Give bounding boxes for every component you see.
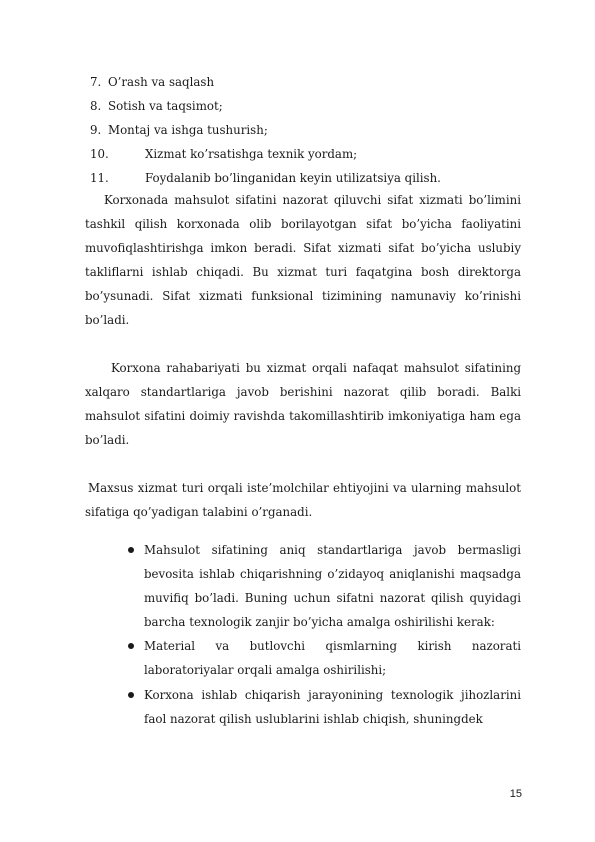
list-item xyxy=(90,70,530,94)
list-text: Montaj va ishga tushurish; xyxy=(108,123,268,137)
list-number: 10. xyxy=(90,147,109,161)
bullet-list xyxy=(128,538,521,731)
bullet-dot-icon xyxy=(128,643,134,649)
list-text: Sotish va taqsimot; xyxy=(108,99,223,113)
bullet-item xyxy=(128,538,521,634)
list-item xyxy=(90,94,530,118)
bullet-text: Material va butlovchi qismlarning kirish nazorati laboratoriyalar orqali amalga oshirilishi; xyxy=(144,639,521,678)
list-number: 8. xyxy=(90,99,102,113)
bullet-item xyxy=(128,683,521,731)
list-number: 7. xyxy=(90,75,102,89)
paragraph: Maxsus xizmat turi orqali iste’molchilar ehtiyojini va ularning mahsulot sifatiga qo’yadigan talabini o’rganadi. xyxy=(85,481,521,520)
bullet-dot-icon xyxy=(128,692,134,698)
list-number: 9. xyxy=(90,123,102,137)
list-item xyxy=(90,166,530,190)
bullet-item xyxy=(128,634,521,682)
list-text: O’rash va saqlash xyxy=(108,75,215,89)
list-text: Foydalanib bo’linganidan keyin utilizatsiya qilish. xyxy=(145,171,441,185)
list-text: Xizmat ko’rsatishga texnik yordam; xyxy=(145,147,358,161)
list-item xyxy=(90,118,530,142)
list-item xyxy=(90,142,530,166)
paragraph: Korxona rahabariyati bu xizmat orqali nafaqat mahsulot sifatining xalqaro standartlariga javob berishini nazorat qilib boradi. Balki mahsulot sifatini doimiy ravishda takomillashtirib imkoniyatiga ham ega bo’ladi. xyxy=(85,361,521,448)
paragraph: Korxonada mahsulot sifatini nazorat qiluvchi sifat xizmati bo’limini tashkil qilish korxonada olib borilayotgan sifat bo’yicha faoliyatini muvofiqlashtirishga imkon beradi. Sifat xizmati sifat bo’yicha uslubiy takliflarni ishlab chiqadi. Bu xizmat turi faqatgina bosh direktorga bo’ysunadi. Sifat xizmati funksional tizimining namunaviy ko’rinishi bo’ladi. xyxy=(85,193,521,328)
numbered-list xyxy=(90,70,530,190)
bullet-text: Korxona ishlab chiqarish jarayonining texnologik jihozlarini faol nazorat qilish uslublarini ishlab chiqish, shuningdek xyxy=(144,687,521,726)
bullet-dot-icon xyxy=(128,547,134,553)
list-number: 11. xyxy=(90,171,109,185)
page-number: 15 xyxy=(509,788,522,800)
bullet-text: Mahsulot sifatining aniq standartlariga javob bermasligi bevosita ishlab chiqarishning o’zidayoq aniqlanishi maqsadga muvifiq bo’ladi. Buning uchun sifatni nazorat qilish quyidagi barcha texnologik zanjir bo’yicha amalga oshirilishi kerak: xyxy=(144,543,521,630)
